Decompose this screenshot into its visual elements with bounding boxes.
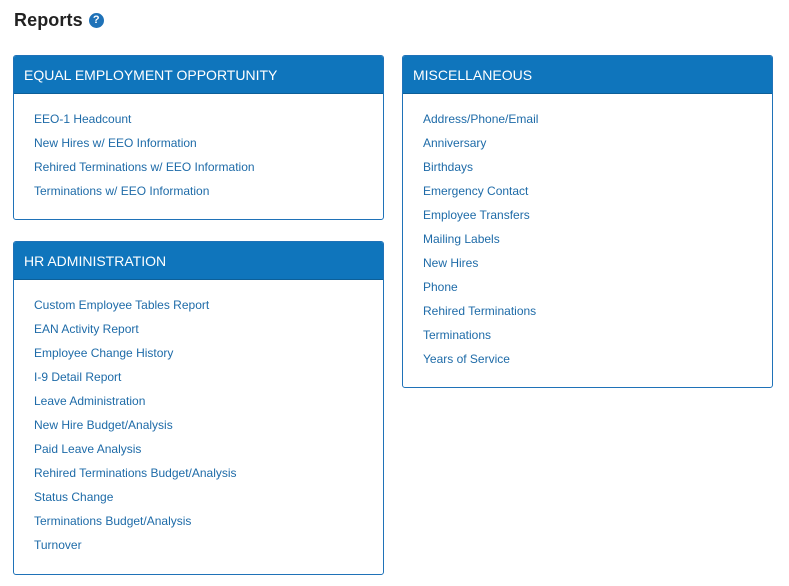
panel-miscellaneous	[402, 55, 773, 388]
report-link-employee-change-history[interactable]: Employee Change History	[34, 346, 174, 360]
report-link-address-phone-email[interactable]: Address/Phone/Email	[423, 112, 539, 126]
report-link-terminations-budget[interactable]: Terminations Budget/Analysis	[34, 514, 192, 528]
panel-header-eeo: EQUAL EMPLOYMENT OPPORTUNITY	[14, 56, 383, 94]
report-link-turnover[interactable]: Turnover	[34, 538, 82, 552]
report-link-employee-transfers[interactable]: Employee Transfers	[423, 208, 530, 222]
panel-body-hr	[14, 280, 383, 561]
help-icon[interactable]: ?	[89, 13, 104, 28]
report-link-years-of-service[interactable]: Years of Service	[423, 352, 510, 366]
report-link-new-hires[interactable]: New Hires	[423, 256, 479, 270]
panel-header-hr: HR ADMINISTRATION	[14, 242, 383, 280]
report-link-terminations[interactable]: Terminations	[423, 328, 492, 342]
report-link-new-hire-budget[interactable]: New Hire Budget/Analysis	[34, 418, 173, 432]
report-link-anniversary[interactable]: Anniversary	[423, 136, 487, 150]
report-link-rehired-terminations[interactable]: Rehired Terminations	[423, 304, 537, 318]
report-link-paid-leave-analysis[interactable]: Paid Leave Analysis	[34, 442, 142, 456]
report-link-i9-detail[interactable]: I-9 Detail Report	[34, 370, 122, 384]
report-link-birthdays[interactable]: Birthdays	[423, 160, 474, 174]
panel-header-misc: MISCELLANEOUS	[403, 56, 772, 94]
page-title: Reports	[14, 9, 83, 30]
report-link-ean-activity[interactable]: EAN Activity Report	[34, 322, 139, 336]
report-link-rehired-terminations-budget[interactable]: Rehired Terminations Budget/Analysis	[34, 466, 237, 480]
report-link-rehired-terminations-eeo[interactable]: Rehired Terminations w/ EEO Information	[34, 160, 255, 174]
report-link-custom-employee-tables[interactable]: Custom Employee Tables Report	[34, 298, 210, 312]
page-header	[14, 8, 104, 32]
panel-body-eeo	[14, 94, 383, 207]
report-link-terminations-eeo[interactable]: Terminations w/ EEO Information	[34, 184, 210, 198]
report-link-phone[interactable]: Phone	[423, 280, 458, 294]
panel-equal-employment-opportunity	[13, 55, 384, 220]
report-link-new-hires-eeo[interactable]: New Hires w/ EEO Information	[34, 136, 197, 150]
report-link-status-change[interactable]: Status Change	[34, 490, 114, 504]
report-link-emergency-contact[interactable]: Emergency Contact	[423, 184, 529, 198]
panel-hr-administration	[13, 241, 384, 575]
panel-body-misc	[403, 94, 772, 375]
report-link-eeo-1-headcount[interactable]: EEO-1 Headcount	[34, 112, 132, 126]
report-link-mailing-labels[interactable]: Mailing Labels	[423, 232, 500, 246]
report-link-leave-administration[interactable]: Leave Administration	[34, 394, 146, 408]
